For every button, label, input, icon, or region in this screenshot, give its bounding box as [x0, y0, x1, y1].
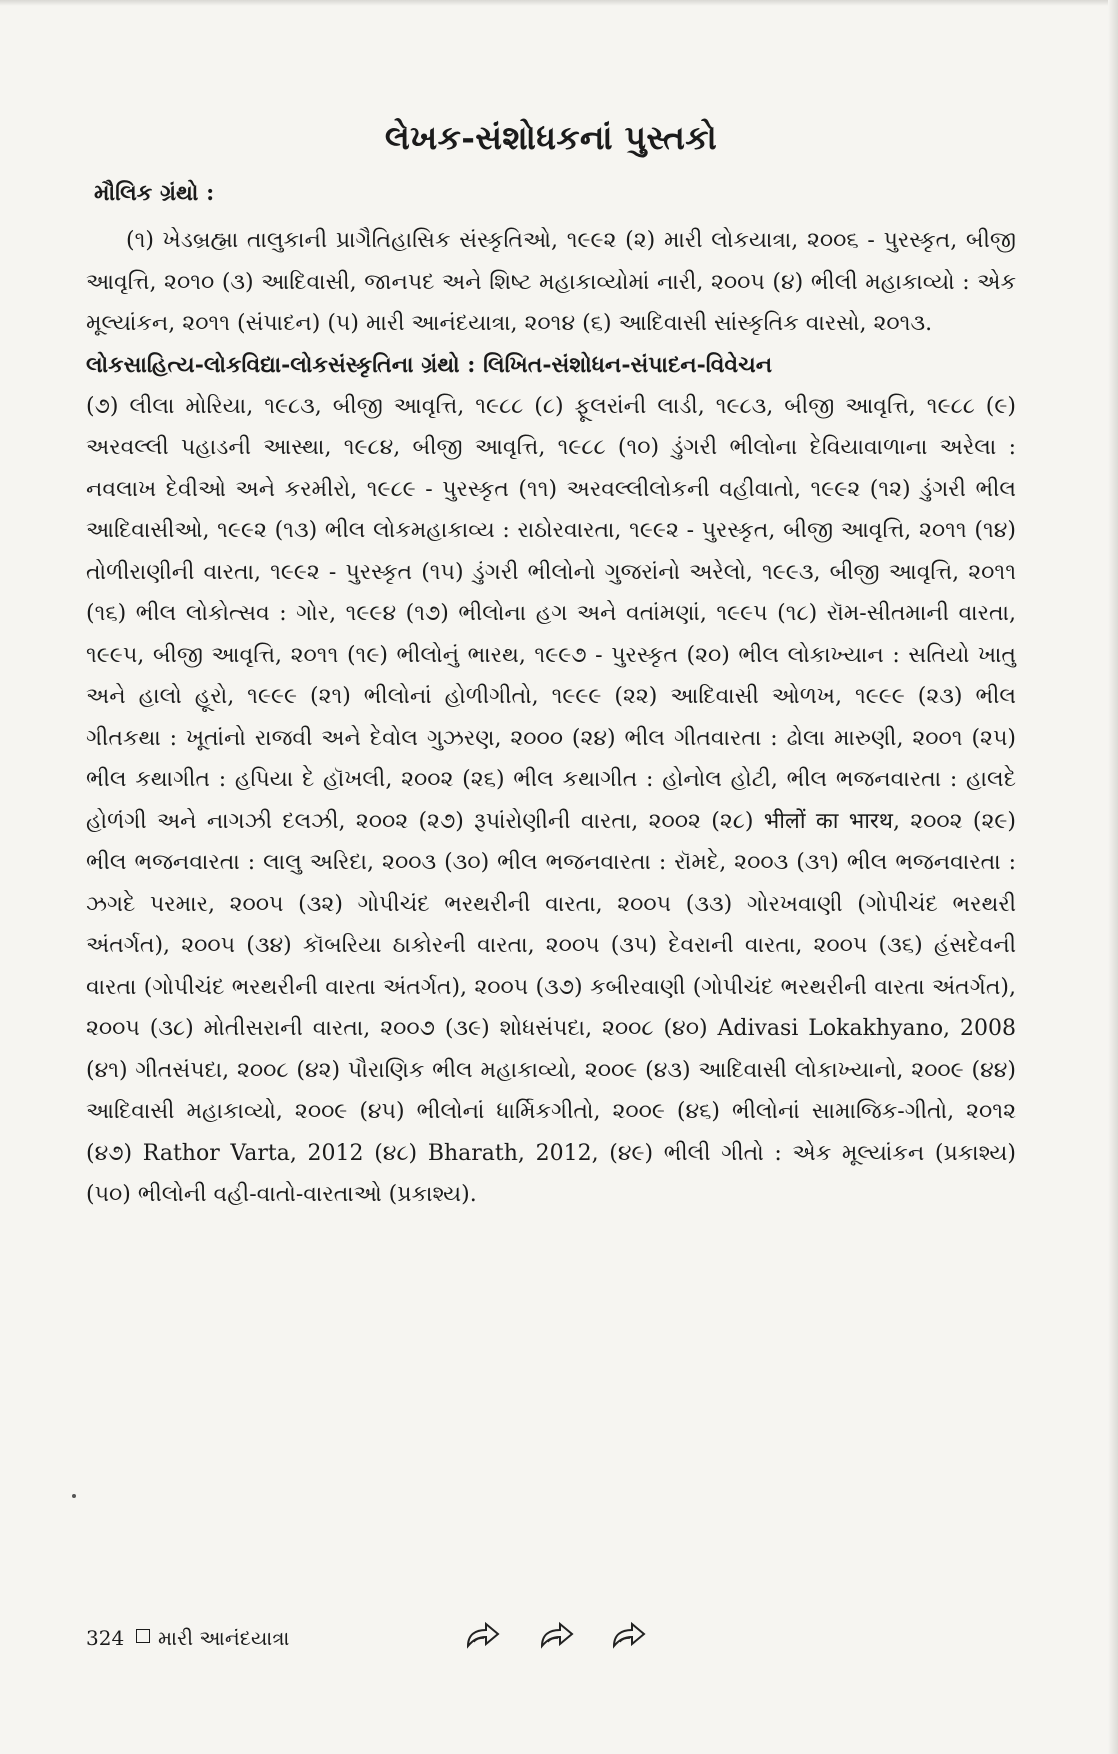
print-speck: [72, 1494, 76, 1498]
page-title: લેખક-સંશોધકનાં પુસ્તકો: [384, 118, 718, 157]
ornament-arrow-icon: [462, 1620, 502, 1652]
running-book-title: મારી આનંદયાત્રા: [158, 1626, 290, 1650]
section-heading-folklore-works: લોકસાહિત્ય-લોકવિદ્યા-લોકસંસ્કૃતિના ગ્રંથો : લિખિત-સંશોધન-સંપાદન-વિવેચન: [86, 351, 773, 378]
section-heading-original-works: મૌલિક ગ્રંથો :: [94, 180, 215, 206]
page-top-edge: [0, 0, 1118, 6]
page-number: 324: [86, 1626, 125, 1650]
folklore-works-list: (૭) લીલા મોરિયા, ૧૯૮૩, બીજી આવૃત્તિ, ૧૯૮૮ (૮) ફૂલરાંની લાડી, ૧૯૮૩, બીજી આવૃત્તિ, ૧૯૮૮ (૯) અરવલ્લી પહાડની આસ્થા, ૧૯૮૪, બીજી આવૃત્તિ, ૧૯૮૮ (૧૦) ડુંગરી ભીલોના દેવિયાવાળાના અરેલા : નવલાખ દેવીઓ અને કરમીરો, ૧૯૮૯ - પુરસ્કૃત (૧૧) અરવલ્લીલોકની વહીવાતો, ૧૯૯૨ (૧૨) ડુંગરી ભીલ આદિવાસીઓ, ૧૯૯૨ (૧૩) ભીલ લોકમહાકાવ્ય : રાઠોરવારતા, ૧૯૯૨ - પુરસ્કૃત, બીજી આવૃત્તિ, ૨૦૧૧ (૧૪) તોળીરાણીની વારતા, ૧૯૯૨ - પુરસ્કૃત (૧૫) ડુંગરી ભીલોનો ગુજરાંનો અરેલો, ૧૯૯૩, બીજી આવૃત્તિ, ૨૦૧૧ (૧૬) ભીલ લોકોત્સવ : ગોર, ૧૯૯૪ (૧૭) ભીલોના હગ અને વતાંમણાં, ૧૯૯૫ (૧૮) રૉમ-સીતમાની વારતા, ૧૯૯૫, બીજી આવૃત્તિ, ૨૦૧૧ (૧૯) ભીલોનું ભારથ, ૧૯૯૭ - પુરસ્કૃત (૨૦) ભીલ લોકાખ્યાન : સતિયો ખાતુ અને હાલો હૂરો, ૧૯૯૯ (૨૧) ભીલોનાં હોળીગીતો, ૧૯૯૯ (૨૨) આદિવાસી ઓળખ, ૧૯૯૯ (૨૩) ભીલ ગીતકથા : ખૂતાંનો રાજવી અને દેવોલ ગુઝરણ, ૨૦૦૦ (૨૪) ભીલ ગીતવારતા : ઢોલા મારુણી, ૨૦૦૧ (૨૫) ભીલ કથાગીત : હપિયા દે હૉખલી, ૨૦૦૨ (૨૬) ભીલ કથાગીત : હોનોલ હોટી, ભીલ ભજનવારતા : હાલદે હોળંગી અને નાગઝી દલઝી, ૨૦૦૨ (૨૭) રૂપાંરોણીની વારતા, ૨૦૦૨ (૨૮) भीलों का भारथ, ૨૦૦૨ (૨૯) ભીલ ભજનવારતા : લાલુ અરિદા, ૨૦૦૩ (૩૦) ભીલ ભજનવારતા : રૉમદે, ૨૦૦૩ (૩૧) ભીલ ભજનવારતા : ઝગદે પરમાર, ૨૦૦૫ (૩૨) ગોપીચંદ ભરથરીની વારતા, ૨૦૦૫ (૩૩) ગોરખવાણી (ગોપીચંદ ભરથરી અંતર્ગત), ૨૦૦૫ (૩૪) કૉબરિયા ઠાકોરની વારતા, ૨૦૦૫ (૩૫) દેવરાની વારતા, ૨૦૦૫ (૩૬) હંસદેવની વારતા (ગોપીચંદ ભરથરીની વારતા અંતર્ગત), ૨૦૦૫ (૩૭) કબીરવાણી (ગોપીચંદ ભરથરીની વારતા અંતર્ગત), ૨૦૦૫ (૩૮) મોતીસરાની વારતા, ૨૦૦૭ (૩૯) શોધસંપદા, ૨૦૦૮ (૪૦) Adivasi Lokakhyano, 2008 (૪૧) ગીતસંપદા, ૨૦૦૮ (૪૨) પૌરાણિક ભીલ મહાકાવ્યો, ૨૦૦૯ (૪૩) આદિવાસી લોકાખ્યાનો, ૨૦૦૯ (૪૪) આદિવાસી મહાકાવ્યો, ૨૦૦૯ (૪૫) ભીલોનાં ધાર્મિકગીતો, ૨૦૦૯ (૪૬) ભીલોનાં સામાજિક-ગીતો, ૨૦૧૨ (૪૭) Rathor Varta, 2012 (૪૮) Bharath, 2012, (૪૯) ભીલી ગીતો : એક મૂલ્યાંકન (પ્રકાશ્ય) (૫૦) ભીલોની વહી-વાતો-વારતાઓ (પ્રકાશ્ય).: [86, 393, 1016, 1207]
page-footer: [86, 1620, 1016, 1660]
page-content: [86, 118, 1016, 1216]
page-right-edge: [1108, 0, 1118, 1754]
ornament-arrow-icon: [608, 1620, 648, 1652]
original-works-list: (૧) ખેડબ્રહ્મા તાલુકાની પ્રાગૈતિહાસિક સંસ્કૃતિઓ, ૧૯૯૨ (૨) મારી લોકયાત્રા, ૨૦૦૬ - પુરસ્કૃત, બીજી આવૃત્તિ, ૨૦૧૦ (૩) આદિવાસી, જાનપદ અને શિષ્ટ મહાકાવ્યોમાં નારી, ૨૦૦૫ (૪) ભીલી મહાકાવ્યો : એક મૂલ્યાંકન, ૨૦૧૧ (સંપાદન) (૫) મારી આનંદયાત્રા, ૨૦૧૪ (૬) આદિવાસી સાંસ્કૃતિક વારસો, ૨૦૧૩.: [86, 228, 1016, 336]
ornament-arrow-icon: [536, 1620, 576, 1652]
square-separator-icon: [136, 1629, 150, 1643]
